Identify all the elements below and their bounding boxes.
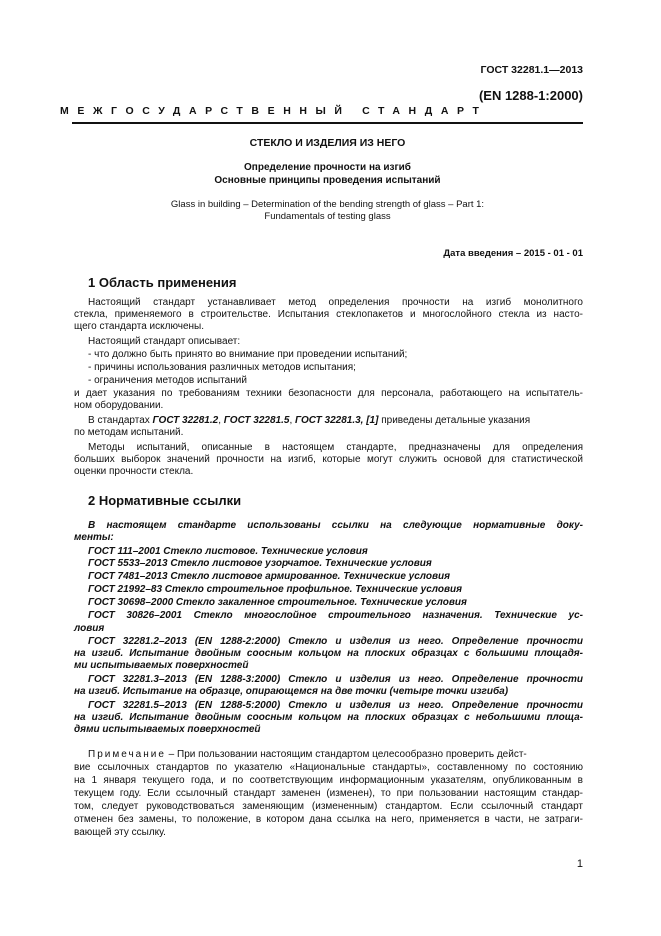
english-title-2: Fundamentals of testing glass [264, 211, 391, 222]
s1-line: и дает указания по требованиям техники безопасности для персонала, работающего на испытатель- [74, 388, 583, 399]
reference-item: ми испытываемых поверхностей [74, 660, 249, 671]
s1-text: , [218, 415, 224, 426]
s2-line: В настоящем стандарте использованы ссылки на следующие нормативные доку- [88, 520, 583, 531]
reference-item: на изгиб. Испытание двойным соосным кольцом на плоских образцах с небольшими площа- [74, 712, 583, 723]
s1-text: , [289, 415, 296, 426]
s1-line: ном оборудовании. [74, 400, 164, 411]
note-line: вие ссылочных стандартов по указателю «Национальные стандарты», составленному по состоянию [74, 762, 583, 773]
s1-list-item: - причины использования различных методов испытания; [88, 362, 356, 373]
ref-gost-32281-3: ГОСТ 32281.3, [1] [295, 415, 379, 426]
note-line: на 1 января текущего года, и по соответствующим информационным указателям, опубликованным в [74, 775, 583, 786]
s2-line: менты: [74, 532, 114, 543]
reference-item: ГОСТ 32281.3–2013 (EN 1288-3:2000) Стекло и изделия из него. Определение прочности [88, 674, 583, 685]
reference-item: ГОСТ 32281.5–2013 (EN 1288-5:2000) Стекло и изделия из него. Определение прочности [88, 700, 583, 711]
section-1-heading: 1 Область применения [88, 275, 237, 290]
document-title: СТЕКЛО И ИЗДЕЛИЯ ИЗ НЕГО [249, 137, 406, 149]
note-line: отменен без замены, то положение, в котором дана ссылка на него, применяется в части, не затраги- [74, 814, 583, 825]
interstate-standard-banner: МЕЖГОСУДАРСТВЕННЫЙ СТАНДАРТ [60, 105, 488, 117]
note-label: Примечание [88, 749, 166, 760]
note-line: текущем году. Если ссылочный стандарт заменен (изменен), то при пользовании настоящим стандар- [74, 788, 583, 799]
s1-list-item: - ограничения методов испытаний [88, 375, 247, 386]
en-equivalent: (EN 1288-1:2000) [478, 88, 583, 103]
s1-line: Методы испытаний, описанные в настоящем стандарте, предназначены для определения [88, 442, 583, 453]
s1-line: щего стандарта исключены. [74, 321, 204, 332]
reference-item: ГОСТ 32281.2–2013 (EN 1288-2:2000) Стекло и изделия из него. Определение прочности [88, 636, 583, 647]
standard-code: ГОСТ 32281.1—2013 [480, 64, 583, 76]
reference-item: ГОСТ 111–2001 Стекло листовое. Технические условия [88, 546, 368, 557]
english-title-1: Glass in building – Determination of the bending strength of glass – Part 1: [170, 199, 485, 210]
s1-line-references [88, 415, 583, 427]
introduction-date: Дата введения – 2015 - 01 - 01 [443, 248, 583, 259]
header-rule [72, 122, 583, 124]
document-subtitle-2: Основные принципы проведения испытаний [214, 175, 441, 186]
note-line: том, следует руководствоваться заменяющим (измененным) стандартом. Если ссылочный стандарт [74, 801, 583, 812]
note-text: – При пользовании настоящим стандартом целесообразно проверить дейст- [165, 749, 527, 760]
reference-item: на изгиб. Испытание на образце, опирающемся на две точки (четыре точки изгиба) [74, 686, 509, 697]
reference-item: ГОСТ 21992–83 Стекло строительное профильное. Технические условия [88, 584, 463, 595]
s1-list-item: - что должно быть принято во внимание при проведении испытаний; [88, 349, 408, 360]
s1-text: приведены детальные указания [378, 415, 531, 426]
note-line-first [88, 749, 583, 761]
reference-item: ГОСТ 30698–2000 Стекло закаленное строительное. Технические условия [88, 597, 467, 608]
s1-line: по методам испытаний. [74, 427, 184, 438]
s1-text: В стандартах [88, 415, 153, 426]
reference-item: ГОСТ 5533–2013 Стекло листовое узорчатое. Технические условия [88, 558, 432, 569]
s1-line: стекла, применяемого в строительстве. Испытания стеклопакетов и многослойного стекла из насто- [74, 309, 583, 320]
s1-line: больших выборок значений прочности на изгиб, которые могут служить основой для статистической [74, 454, 583, 465]
s1-line: Настоящий стандарт описывает: [88, 336, 241, 347]
ref-gost-32281-2: ГОСТ 32281.2 [152, 415, 219, 426]
reference-item: на изгиб. Испытание двойным соосным кольцом на плоских образцах с большими площадя- [74, 648, 583, 659]
ref-gost-32281-5: ГОСТ 32281.5 [223, 415, 290, 426]
note-line: вающей эту ссылку. [74, 827, 166, 838]
s1-line: оценки прочности стекла. [74, 466, 194, 477]
section-2-heading: 2 Нормативные ссылки [88, 493, 242, 508]
page-number: 1 [576, 858, 583, 870]
reference-item: ГОСТ 7481–2013 Стекло листовое армированное. Технические условия [88, 571, 451, 582]
reference-item: дями испытываемых поверхностей [74, 724, 261, 735]
reference-item: ГОСТ 30826–2001 Стекло многослойное строительного назначения. Технические ус- [88, 610, 583, 621]
reference-item: ловия [74, 623, 105, 634]
s1-line: Настоящий стандарт устанавливает метод определения прочности на изгиб монолитного [88, 297, 583, 308]
document-subtitle-1: Определение прочности на изгиб [244, 162, 411, 173]
